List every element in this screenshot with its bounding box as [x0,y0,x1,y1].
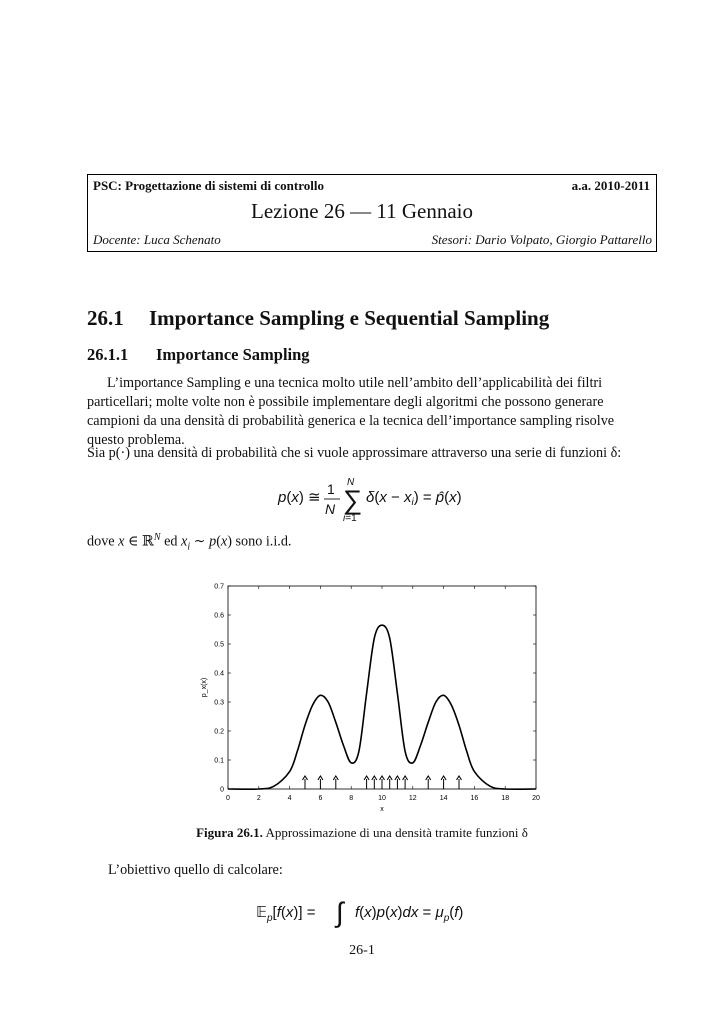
x-axis-label: x [380,806,384,813]
x-tick-label: 2 [256,795,261,802]
paragraph-iid: dove x ∈ ℝ$^N$ ed $x_i$ ∼ p(x) sono i.i.d. [87,532,292,553]
y-tick-label: 0.4 [214,670,224,678]
y-tick-label: 0 [220,786,224,794]
svg-text:N: N [347,477,355,488]
paragraph-line: campioni da una densità di probabilità generica e la tecnica dell’importance sampling risolve [87,413,615,429]
subsection-heading [87,345,310,365]
svg-text:N: N [325,501,336,517]
paragraph-intro [87,374,657,450]
plot-frame [228,586,536,789]
svg-text:∑: ∑ [343,485,363,515]
figure-density-plot [190,578,550,818]
svg-text:𝔼p[f(x)] =: 𝔼$_p$[f(x)] = [256,904,316,924]
equation-expectation [0,888,724,937]
x-tick-label: 0 [226,795,230,802]
paragraph-line: questo problema. [87,432,185,448]
plot-area [201,584,540,814]
y-tick-label: 0.5 [214,641,224,649]
figure-caption [0,825,724,841]
x-tick-label: 20 [532,795,540,802]
equation-delta-approx-render [0,474,724,526]
page-number: 26-1 [349,943,375,958]
svg-text:1: 1 [327,481,335,497]
figure-caption-text: Approssimazione di una densità tramite funzioni δ [265,825,528,840]
svg-text:f(x)p(x)dx = μp(f): $f(x)p(x)dx = \mu_p(f)$ [355,904,464,924]
figure-caption-label: Figura 26.1. [196,825,263,840]
paragraph-objective: L’obiettivo quello di calcolare: [108,862,283,878]
academic-year: a.a. 2010-2011 [571,178,650,193]
y-tick-label: 0.1 [214,757,224,765]
section-number: 26.1 [87,306,124,330]
x-tick-label: 18 [501,795,510,802]
x-tick-label: 12 [408,795,417,802]
x-tick-label: 14 [439,795,448,802]
paragraph-line: L’importance Sampling e una tecnica molto utile nell’ambito dell’applicabilità dei filtri [107,375,603,391]
paragraph-density: Sia p(·) una densità di probabilità che si vuole approssimare attraverso una serie di funzioni δ: [87,445,622,461]
equation-delta-approx [0,474,724,531]
x-tick-label: 6 [318,795,323,802]
svg-text:p(x) ≅: p(x) ≅ [278,489,321,506]
scribes: Stesori: Dario Volpato, Giorgio Pattarello [431,232,652,247]
paragraph-line: particellari; molte volte non è possibile implementare degli algoritmi che possono generare [87,394,604,410]
subsection-title: Importance Sampling [156,345,310,364]
y-tick-label: 0.6 [214,612,224,620]
x-tick-label: 8 [349,795,354,802]
lecturer: Docente: Luca Schenato [93,232,221,247]
x-tick-label: 16 [470,795,479,802]
y-tick-label: 0.2 [214,728,224,736]
x-tick-label: 4 [287,795,292,802]
svg-text:∫: ∫ [336,897,344,928]
equation-expectation-render [0,888,724,932]
y-axis-label: p_x(x) [201,677,208,698]
section-title: Importance Sampling e Sequential Sampling [149,306,550,330]
y-tick-label: 0.3 [214,699,224,707]
lecture-title: Lezione 26 — 11 Gennaio [251,199,473,223]
svg-text:i=1: i=1 [343,513,357,524]
x-tick-label: 10 [378,795,386,802]
subsection-number: 26.1.1 [87,345,129,364]
y-tick-label: 0.7 [214,583,224,591]
section-heading [87,306,549,331]
svg-text:δ(x − xi) = p̂(x): $\delta(x - x_i)$ = p̂(x) [366,489,462,508]
density-curve [228,625,536,789]
course-name: PSC: Progettazione di sistemi di controllo [93,178,324,193]
